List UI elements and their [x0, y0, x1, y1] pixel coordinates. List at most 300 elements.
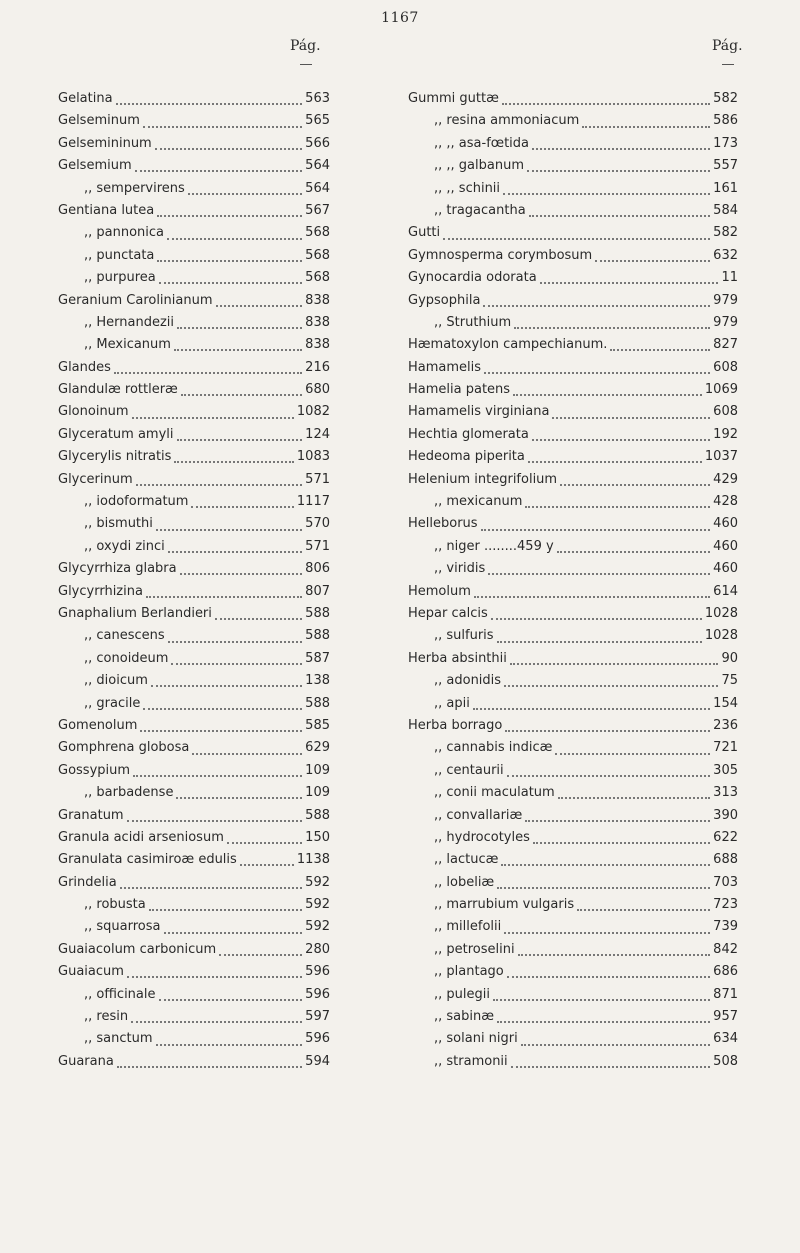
dot-leader: [151, 685, 302, 687]
dot-leader: [117, 1066, 302, 1068]
index-page-number: 566: [305, 135, 330, 151]
index-entry: [58, 603, 330, 625]
dot-leader: [610, 349, 710, 351]
dot-leader: [582, 126, 710, 128]
index-page-number: 871: [713, 986, 738, 1002]
index-entry: [58, 693, 330, 715]
index-entry: [408, 110, 738, 132]
index-term: ,, viridis: [434, 561, 486, 577]
index-entry: [58, 110, 330, 132]
index-page-number: 564: [305, 158, 330, 174]
index-entry: [58, 961, 330, 983]
index-page-number: 90: [721, 650, 738, 666]
index-entry: [58, 805, 330, 827]
index-entry: [58, 737, 330, 759]
dot-leader: [132, 417, 294, 419]
index-page-number: 568: [305, 225, 330, 241]
index-entry: [408, 469, 738, 491]
index-page-number: 568: [305, 270, 330, 286]
index-entry: [58, 782, 330, 804]
index-term: Hamelia patens: [408, 382, 511, 398]
right-index-column: [408, 88, 738, 1073]
index-page-number: 1082: [296, 404, 330, 420]
index-page-number: 842: [713, 941, 738, 957]
dot-leader: [143, 126, 302, 128]
index-entry: [408, 178, 738, 200]
dot-leader: [513, 394, 702, 396]
dot-leader: [557, 551, 710, 553]
index-entry: [408, 760, 738, 782]
right-column-page-label: Pág.: [712, 38, 743, 54]
index-term: ,, centaurii: [434, 762, 504, 778]
dot-leader: [177, 439, 303, 441]
index-page-number: 686: [713, 964, 738, 980]
dot-leader: [503, 193, 710, 195]
index-page-number: 192: [713, 426, 738, 442]
index-entry: [408, 155, 738, 177]
dot-leader: [159, 282, 302, 284]
index-term: ,, robusta: [84, 897, 146, 913]
index-page-number: 588: [305, 695, 330, 711]
index-entry: [408, 558, 738, 580]
index-entry: [58, 1006, 330, 1028]
dot-leader: [146, 596, 302, 598]
index-entry: [58, 357, 330, 379]
dot-leader: [157, 260, 302, 262]
index-term: Gentiana lutea: [58, 202, 155, 218]
index-entry: [408, 491, 738, 513]
dot-leader: [174, 461, 293, 463]
dot-leader: [127, 976, 302, 978]
index-page-number: 594: [305, 1053, 330, 1069]
index-entry: [408, 1006, 738, 1028]
dot-leader: [504, 685, 718, 687]
index-page-number: 806: [305, 561, 330, 577]
dot-leader: [181, 394, 302, 396]
dot-leader: [240, 864, 294, 866]
index-page-number: 723: [713, 897, 738, 913]
index-page-number: 584: [713, 202, 738, 218]
dot-leader: [219, 954, 302, 956]
index-entry: [58, 178, 330, 200]
index-entry: [408, 133, 738, 155]
dot-leader: [484, 372, 710, 374]
index-page-number: 460: [713, 538, 738, 554]
index-term: ,, tragacantha: [434, 202, 526, 218]
index-page-number: 587: [305, 650, 330, 666]
index-page-number: 634: [713, 1031, 738, 1047]
dot-leader: [533, 842, 710, 844]
index-term: Hedeoma piperita: [408, 449, 525, 465]
index-page-number: 614: [713, 583, 738, 599]
dot-leader: [558, 797, 710, 799]
index-page-number: 592: [305, 874, 330, 890]
index-term: Guarana: [58, 1053, 114, 1069]
dot-leader: [180, 573, 303, 575]
index-term: ,, purpurea: [84, 270, 156, 286]
index-page-number: 979: [713, 292, 738, 308]
right-column-rule: [722, 64, 734, 65]
index-term: ,, squarrosa: [84, 919, 161, 935]
index-entry: [58, 939, 330, 961]
index-page-number: 460: [713, 561, 738, 577]
index-entry: [58, 334, 330, 356]
dot-leader: [504, 932, 710, 934]
index-page-number: 680: [305, 382, 330, 398]
index-entry: [58, 1051, 330, 1073]
index-term: ,, lobeliæ: [434, 874, 495, 890]
index-page-number: 161: [713, 180, 738, 196]
dot-leader: [474, 596, 710, 598]
dot-leader: [497, 641, 702, 643]
index-entry: [408, 625, 738, 647]
dot-leader: [540, 282, 719, 284]
dot-leader: [483, 305, 710, 307]
index-term: Gutti: [408, 225, 441, 241]
dot-leader: [505, 730, 710, 732]
index-page-number: 957: [713, 1009, 738, 1025]
index-term: ,, convallariæ: [434, 807, 523, 823]
index-term: Glycerylis nitratis: [58, 449, 172, 465]
index-term: ,, pannonica: [84, 225, 165, 241]
index-page-number: 567: [305, 202, 330, 218]
index-term: Herba absinthii: [408, 650, 507, 666]
index-page-number: 582: [713, 91, 738, 106]
index-entry: [58, 424, 330, 446]
index-term: ,, Hernandezii: [84, 314, 175, 330]
index-page-number: 390: [713, 807, 738, 823]
dot-leader: [514, 327, 710, 329]
index-term: ,, ,, galbanum: [434, 158, 524, 174]
index-entry: [408, 1028, 738, 1050]
index-term: Glandes: [58, 359, 111, 375]
left-column-rule: [300, 64, 312, 65]
index-term: Granula acidi arseniosum: [58, 829, 224, 845]
dot-leader: [155, 148, 302, 150]
index-term: Gomenolum: [58, 717, 138, 733]
index-page-number: 154: [713, 695, 738, 711]
dot-leader: [555, 753, 710, 755]
index-entry: [408, 290, 738, 312]
index-entry: [408, 939, 738, 961]
index-entry: [58, 625, 330, 647]
index-term: ,, resin: [84, 1009, 129, 1025]
dot-leader: [136, 484, 303, 486]
index-page-number: 138: [305, 673, 330, 689]
dot-leader: [491, 618, 702, 620]
dot-leader: [131, 1021, 302, 1023]
index-term: Guaiacolum carbonicum: [58, 941, 217, 957]
dot-leader: [120, 887, 302, 889]
index-page-number: 460: [713, 516, 738, 532]
index-term: Helleborus: [408, 516, 478, 532]
dot-leader: [493, 999, 710, 1001]
dot-leader: [577, 909, 710, 911]
index-page-number: 313: [713, 785, 738, 801]
index-entry: [408, 603, 738, 625]
index-entry: [408, 334, 738, 356]
dot-leader: [143, 708, 302, 710]
index-term: ,, mexicanum: [434, 494, 523, 510]
index-term: Glyceratum amyli: [58, 426, 174, 442]
index-entry: [408, 961, 738, 983]
index-term: ,, marrubium vulgaris: [434, 897, 575, 913]
index-entry: [408, 648, 738, 670]
dot-leader: [481, 529, 711, 531]
index-term: Granatum: [58, 807, 124, 823]
index-term: ,, petroselini: [434, 941, 515, 957]
index-term: Hepar calcis: [408, 605, 488, 621]
dot-leader: [488, 573, 710, 575]
index-term: Hæmatoxylon campechianum.: [408, 337, 608, 353]
index-term: Gypsophila: [408, 292, 481, 308]
index-entry: [408, 536, 738, 558]
index-entry: [408, 693, 738, 715]
index-entry: [58, 894, 330, 916]
index-entry: [58, 379, 330, 401]
index-term: Glycyrrhiza glabra: [58, 561, 177, 577]
index-entry: [58, 849, 330, 871]
index-page-number: 703: [713, 874, 738, 890]
index-term: Herba borrago: [408, 717, 503, 733]
index-page-number: 608: [713, 359, 738, 375]
index-term: ,, ,, asa-fœtida: [434, 135, 529, 151]
index-page-number: 807: [305, 583, 330, 599]
index-entry: [58, 558, 330, 580]
index-entry: [408, 737, 738, 759]
index-page-number: 216: [305, 359, 330, 375]
index-entry: [58, 670, 330, 692]
index-entry: [408, 245, 738, 267]
dot-leader: [177, 327, 302, 329]
index-term: Granulata casimiroæ edulis: [58, 852, 237, 868]
index-entry: [408, 872, 738, 894]
index-term: ,, dioicum: [84, 673, 148, 689]
index-page-number: 568: [305, 247, 330, 263]
index-term: Guaiacum: [58, 964, 124, 980]
index-term: ,, adonidis: [434, 673, 502, 689]
index-term: ,, oxydi zinci: [84, 538, 165, 554]
index-term: Glonoinum: [58, 404, 129, 420]
dot-leader: [140, 730, 302, 732]
index-entry: [408, 88, 738, 110]
dot-leader: [560, 484, 710, 486]
index-term: Grindelia: [58, 874, 117, 890]
index-term: ,, resina ammoniacum: [434, 113, 580, 129]
left-column-page-label: Pág.: [290, 38, 321, 54]
index-page-number: 827: [713, 337, 738, 353]
index-page-number: 571: [305, 538, 330, 554]
index-page-number: 721: [713, 740, 738, 756]
index-page-number: 1069: [704, 382, 738, 398]
dot-leader: [116, 103, 303, 105]
index-page-number: 75: [721, 673, 738, 689]
index-entry: [58, 155, 330, 177]
dot-leader: [159, 999, 303, 1001]
index-entry: [408, 670, 738, 692]
index-page-number: 596: [305, 986, 330, 1002]
dot-leader: [525, 506, 710, 508]
index-entry: [408, 424, 738, 446]
index-term: ,, conii maculatum: [434, 785, 555, 801]
index-term: ,, bismuthi: [84, 516, 153, 532]
index-entry: [58, 200, 330, 222]
dot-leader: [473, 708, 710, 710]
index-term: Helenium integrifolium: [408, 471, 558, 487]
index-term: ,, punctata: [84, 247, 155, 263]
index-entry: [408, 357, 738, 379]
index-page-number: 1028: [704, 605, 738, 621]
dot-leader: [176, 797, 302, 799]
index-page-number: 588: [305, 605, 330, 621]
index-page-number: 838: [305, 337, 330, 353]
dot-leader: [527, 170, 710, 172]
index-page-number: 739: [713, 919, 738, 935]
dot-leader: [135, 170, 303, 172]
index-page-number: 109: [305, 785, 330, 801]
index-term: Gymnosperma corymbosum: [408, 247, 593, 263]
index-term: Gelsemium: [58, 158, 132, 174]
index-term: ,, sulfuris: [434, 628, 494, 644]
index-entry: [408, 827, 738, 849]
index-term: ,, canescens: [84, 628, 165, 644]
index-page-number: 979: [713, 314, 738, 330]
index-term: ,, stramonii: [434, 1053, 508, 1069]
dot-leader: [595, 260, 710, 262]
index-page-number: 586: [713, 113, 738, 129]
index-entry: [408, 782, 738, 804]
index-page-number: 629: [305, 740, 330, 756]
index-page-number: 1037: [704, 449, 738, 465]
dot-leader: [501, 864, 710, 866]
index-term: ,, barbadense: [84, 785, 174, 801]
dot-leader: [443, 238, 710, 240]
index-entry: [58, 491, 330, 513]
index-term: Gummi guttæ: [408, 91, 499, 106]
index-term: Gossypium: [58, 762, 131, 778]
index-entry: [408, 446, 738, 468]
index-term: ,, conoideum: [84, 650, 169, 666]
index-page-number: 280: [305, 941, 330, 957]
dot-leader: [510, 663, 719, 665]
index-term: Hechtia glomerata: [408, 426, 529, 442]
index-page-number: 1083: [296, 449, 330, 465]
index-term: ,, iodoformatum: [84, 494, 189, 510]
index-page-number: 592: [305, 919, 330, 935]
index-term: Gomphrena globosa: [58, 740, 190, 756]
index-entry: [58, 446, 330, 468]
index-entry: [58, 312, 330, 334]
index-page-number: 597: [305, 1009, 330, 1025]
index-entry: [58, 715, 330, 737]
dot-leader: [497, 887, 710, 889]
dot-leader: [168, 641, 302, 643]
index-page-number: 571: [305, 471, 330, 487]
index-entry: [408, 715, 738, 737]
index-page-number: 570: [305, 516, 330, 532]
index-page-number: 109: [305, 762, 330, 778]
index-term: ,, sabinæ: [434, 1009, 495, 1025]
index-entry: [58, 872, 330, 894]
dot-leader: [156, 529, 302, 531]
index-term: ,, sanctum: [84, 1031, 153, 1047]
index-entry: [58, 267, 330, 289]
index-term: ,, gracile: [84, 695, 141, 711]
index-entry: [408, 581, 738, 603]
index-page-number: 557: [713, 158, 738, 174]
dot-leader: [518, 954, 711, 956]
index-term: ,, hydrocotyles: [434, 829, 530, 845]
index-term: Gelatina: [58, 91, 113, 106]
index-term: ,, millefolii: [434, 919, 502, 935]
index-term: ,, niger ........459 y: [434, 538, 554, 554]
index-term: Gelsemininum: [58, 135, 152, 151]
index-term: Geranium Carolinianum: [58, 292, 213, 308]
dot-leader: [174, 349, 302, 351]
dot-leader: [216, 305, 303, 307]
index-page-number: 688: [713, 852, 738, 868]
index-page-number: 124: [305, 426, 330, 442]
index-entry: [58, 1028, 330, 1050]
index-term: ,, Mexicanum: [84, 337, 171, 353]
index-page-number: 305: [713, 762, 738, 778]
index-term: Gynocardia odorata: [408, 270, 537, 286]
dot-leader: [521, 1044, 710, 1046]
index-entry: [58, 133, 330, 155]
index-term: Hamamelis virginiana: [408, 404, 550, 420]
dot-leader: [502, 103, 710, 105]
index-page-number: 838: [305, 292, 330, 308]
dot-leader: [525, 820, 710, 822]
index-term: Glycyrrhizina: [58, 583, 143, 599]
index-page-number: 588: [305, 628, 330, 644]
index-entry: [58, 245, 330, 267]
index-page-number: 1117: [296, 494, 330, 510]
index-page-number: 564: [305, 180, 330, 196]
index-term: Glandulæ rottleræ: [58, 382, 178, 398]
index-term: ,, pulegii: [434, 986, 490, 1002]
index-page-number: 608: [713, 404, 738, 420]
index-term: Glycerinum: [58, 471, 133, 487]
index-page-number: 508: [713, 1053, 738, 1069]
index-term: ,, apii: [434, 695, 470, 711]
dot-leader: [167, 238, 302, 240]
left-index-column: [58, 88, 330, 1073]
index-entry: [58, 401, 330, 423]
index-page-number: 632: [713, 247, 738, 263]
index-entry: [408, 1051, 738, 1073]
index-page-number: 596: [305, 964, 330, 980]
index-page-number: 622: [713, 829, 738, 845]
index-entry: [408, 984, 738, 1006]
dot-leader: [227, 842, 302, 844]
index-term: Gelseminum: [58, 113, 140, 129]
dot-leader: [191, 506, 293, 508]
index-entry: [58, 88, 330, 110]
dot-leader: [171, 663, 302, 665]
index-entry: [58, 648, 330, 670]
index-term: Hemolum: [408, 583, 471, 599]
index-page-number: 1138: [296, 852, 330, 868]
index-entry: [408, 312, 738, 334]
index-entry: [408, 222, 738, 244]
index-term: ,, officinale: [84, 986, 156, 1002]
page-number: 1167: [381, 10, 419, 26]
index-page-number: 565: [305, 113, 330, 129]
index-page-number: 428: [713, 494, 738, 510]
index-entry: [58, 916, 330, 938]
index-entry: [408, 513, 738, 535]
